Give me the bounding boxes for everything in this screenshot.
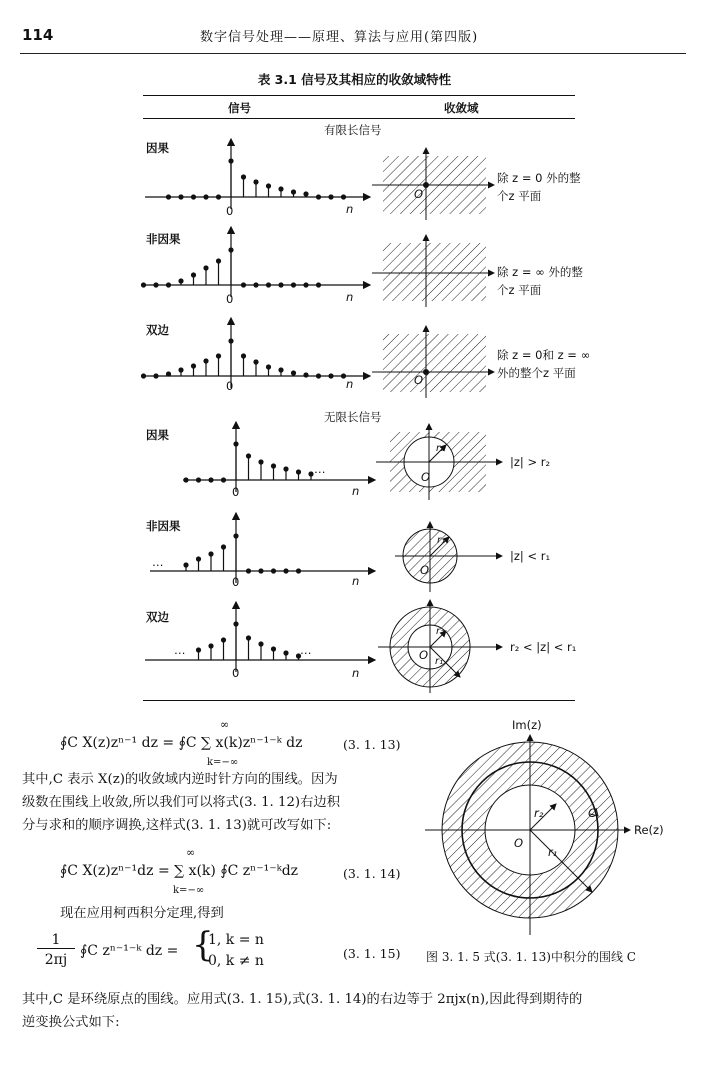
- paragraph-1: [22, 768, 422, 837]
- radius-label: r₂: [436, 443, 445, 454]
- stem-point: [303, 191, 308, 196]
- stem-point: [183, 562, 188, 567]
- row-label-causal-finite: 因果: [146, 141, 169, 155]
- stem-point: [308, 471, 313, 476]
- stem-point: [253, 359, 258, 364]
- paragraph-2: 现在应用柯西积分定理,得到: [60, 906, 224, 921]
- radius-r1-label: r₁: [548, 845, 558, 859]
- axis-n: n: [352, 484, 360, 498]
- stem-point: [316, 373, 321, 378]
- eq-number-3-1-14: (3. 1. 14): [343, 866, 401, 881]
- stem-point: [216, 194, 221, 199]
- stem-point: [153, 373, 158, 378]
- stem-point: [253, 282, 258, 287]
- row-label-twosided-infinite: 双边: [146, 610, 169, 624]
- figure-contour: [425, 735, 630, 935]
- stem-point: [258, 568, 263, 573]
- stem-point: [203, 194, 208, 199]
- fraction-denominator: 2πj: [44, 952, 68, 968]
- equation-3-1-15: ∮C zⁿ⁻¹⁻ᵏ dz =: [80, 943, 179, 959]
- origin-label: O: [419, 648, 429, 662]
- stem-point: [166, 371, 171, 376]
- stem-point: [296, 568, 301, 573]
- paragraph-line: 分与求和的顺序调换,这样式(3. 1. 13)就可改写如下:: [22, 818, 332, 833]
- origin-label: O: [420, 563, 430, 577]
- radius-label: r₁: [435, 656, 444, 667]
- stem-point: [291, 189, 296, 194]
- stem-point: [228, 338, 233, 343]
- stem-point: [166, 282, 171, 287]
- stem-point: [271, 568, 276, 573]
- stem-point: [271, 463, 276, 468]
- stem-point: [278, 367, 283, 372]
- sum-top: ∞: [220, 718, 230, 731]
- stem-point: [316, 194, 321, 199]
- stem-point: [296, 469, 301, 474]
- axis-n: n: [346, 377, 354, 391]
- stem-point: [316, 282, 321, 287]
- col-header-roc: 收敛域: [444, 101, 479, 115]
- stem-point: [178, 278, 183, 283]
- stem-point: [216, 258, 221, 263]
- origin-label: O: [414, 373, 424, 387]
- equation-3-1-14: ∮C X(z)zⁿ⁻¹dz = ∑ x(k) ∮C zⁿ⁻¹⁻ᵏdz: [60, 863, 299, 879]
- equation-3-1-13: ∮C X(z)zⁿ⁻¹ dz = ∮C ∑ x(k)zⁿ⁻¹⁻ᵏ dz: [60, 735, 303, 751]
- stem-point: [203, 265, 208, 270]
- axis-zero: 0: [226, 379, 234, 393]
- ellipsis: …: [300, 643, 312, 657]
- axis-n: n: [352, 666, 360, 680]
- im-axis-label: Im(z): [512, 718, 542, 732]
- paragraph-line: 其中,C 表示 X(z)的收敛域内逆时针方向的围线。因为: [22, 772, 338, 787]
- fraction-numerator: 1: [37, 932, 75, 949]
- roc-text-5: |z| < r₁: [510, 549, 551, 563]
- roc-text-2b: 个z 平面: [497, 283, 542, 297]
- stem-point: [191, 272, 196, 277]
- sum-top: ∞: [186, 846, 196, 859]
- stem-point: [283, 568, 288, 573]
- figure-caption: 图 3. 1. 5 式(3. 1. 13)中积分的围线 C: [426, 950, 636, 964]
- page-number: 114: [22, 26, 54, 44]
- stem-point: [258, 641, 263, 646]
- roc-finite-causal: [372, 148, 494, 220]
- ellipsis: …: [152, 555, 164, 569]
- roc-text-3a: 除 z = 0和 z = ∞: [497, 348, 591, 362]
- stem-plot-2: [141, 318, 370, 388]
- stem-point: [191, 363, 196, 368]
- origin-label: O: [414, 187, 424, 201]
- eq-number-3-1-15: (3. 1. 15): [343, 946, 401, 961]
- running-title: 数字信号处理——原理、算法与应用(第四版): [200, 30, 479, 45]
- stem-point: [233, 621, 238, 626]
- stem-plot-0: [145, 139, 370, 209]
- stem-point: [328, 194, 333, 199]
- stem-point: [196, 647, 201, 652]
- stem-point: [141, 282, 146, 287]
- eq-number-3-1-13: (3. 1. 13): [343, 737, 401, 752]
- roc-text-1a: 除 z = 0 外的整: [497, 171, 581, 185]
- stem-point: [233, 441, 238, 446]
- stem-point: [283, 466, 288, 471]
- stem-point: [341, 194, 346, 199]
- stem-point: [178, 194, 183, 199]
- origin-label: O: [421, 470, 431, 484]
- stem-point: [228, 158, 233, 163]
- stem-point: [228, 247, 233, 252]
- axis-zero: 0: [226, 292, 234, 306]
- sum-bottom: k=−∞: [173, 885, 205, 896]
- stem-point: [291, 370, 296, 375]
- stem-point: [153, 282, 158, 287]
- axis-zero: 0: [232, 575, 240, 589]
- stem-point: [203, 358, 208, 363]
- stem-plot-5: [145, 602, 375, 672]
- axis-n: n: [346, 290, 354, 304]
- stem-point: [278, 282, 283, 287]
- roc-text-1b: 个z 平面: [497, 189, 542, 203]
- stem-point: [303, 372, 308, 377]
- stem-point: [233, 533, 238, 538]
- stem-point: [241, 174, 246, 179]
- paragraph-line: 其中,C 是环绕原点的围线。应用式(3. 1. 15),式(3. 1. 14)的右边等于 2πjx(n),因此得到期待的: [22, 992, 583, 1007]
- roc-infinite-causal: [376, 424, 502, 500]
- stem-point: [258, 459, 263, 464]
- roc-text-4: |z| > r₂: [510, 455, 551, 469]
- stem-point: [266, 364, 271, 369]
- roc-text-3b: 外的整个z 平面: [497, 366, 576, 380]
- stem-point: [216, 353, 221, 358]
- stem-point: [183, 477, 188, 482]
- roc-finite-twosided: [372, 326, 494, 398]
- radius-label: r₁: [437, 535, 446, 546]
- stem-point: [178, 367, 183, 372]
- paragraph-3: [22, 988, 702, 1034]
- stem-plot-1: [141, 227, 370, 297]
- sum-bottom: k=−∞: [207, 757, 239, 768]
- row-label-causal-infinite: 因果: [146, 428, 169, 442]
- contour-c-label: C: [588, 806, 597, 820]
- brace: {: [192, 925, 214, 965]
- radius-label: r₂: [436, 626, 445, 637]
- stem-point: [196, 477, 201, 482]
- radius-r2-label: r₂: [534, 806, 544, 820]
- case-1: 1, k = n: [208, 932, 264, 948]
- origin-label: O: [514, 836, 524, 850]
- axis-zero: 0: [232, 485, 240, 499]
- stem-point: [221, 477, 226, 482]
- re-axis-label: Re(z): [634, 823, 664, 837]
- stem-point: [291, 282, 296, 287]
- stem-point: [246, 568, 251, 573]
- stem-point: [208, 477, 213, 482]
- stem-point: [196, 556, 201, 561]
- axis-n: n: [352, 574, 360, 588]
- stem-point: [266, 183, 271, 188]
- axis-zero: 0: [226, 204, 234, 218]
- stem-point: [166, 194, 171, 199]
- stem-point: [208, 551, 213, 556]
- stem-point: [221, 544, 226, 549]
- roc-finite-noncausal: [372, 235, 494, 307]
- stem-point: [246, 453, 251, 458]
- col-header-signal: 信号: [228, 101, 251, 115]
- roc-infinite-noncausal: [395, 522, 502, 592]
- roc-text-6: r₂ < |z| < r₁: [510, 640, 577, 654]
- section-infinite: 无限长信号: [324, 410, 382, 424]
- row-label-twosided-finite: 双边: [146, 323, 169, 337]
- stem-point: [253, 179, 258, 184]
- stem-point: [303, 282, 308, 287]
- stem-plot-3: [183, 422, 375, 492]
- row-label-noncausal-infinite: 非因果: [146, 519, 181, 533]
- stem-point: [328, 373, 333, 378]
- ellipsis: …: [174, 643, 186, 657]
- paragraph-line: 逆变换公式如下:: [22, 1015, 120, 1030]
- paragraph-line: 级数在围线上收敛,所以我们可以将式(3. 1. 12)右边积: [22, 795, 340, 810]
- stem-point: [191, 194, 196, 199]
- roc-text-2a: 除 z = ∞ 外的整: [497, 265, 583, 279]
- axis-n: n: [346, 202, 354, 216]
- roc-infinite-twosided: [378, 600, 502, 693]
- stem-point: [246, 635, 251, 640]
- stem-point: [278, 186, 283, 191]
- stem-point: [241, 282, 246, 287]
- case-2: 0, k ≠ n: [208, 953, 264, 969]
- axis-zero: 0: [232, 666, 240, 680]
- section-finite: 有限长信号: [324, 123, 382, 137]
- stem-point: [141, 373, 146, 378]
- row-label-noncausal-finite: 非因果: [146, 232, 181, 246]
- ellipsis: …: [314, 462, 326, 476]
- stem-point: [283, 650, 288, 655]
- stem-plot-4: [150, 513, 375, 583]
- stem-point: [266, 282, 271, 287]
- stem-point: [208, 643, 213, 648]
- table-caption: 表 3.1 信号及其相应的收敛域特性: [257, 72, 452, 87]
- stem-point: [241, 353, 246, 358]
- stem-point: [271, 646, 276, 651]
- stem-point: [221, 637, 226, 642]
